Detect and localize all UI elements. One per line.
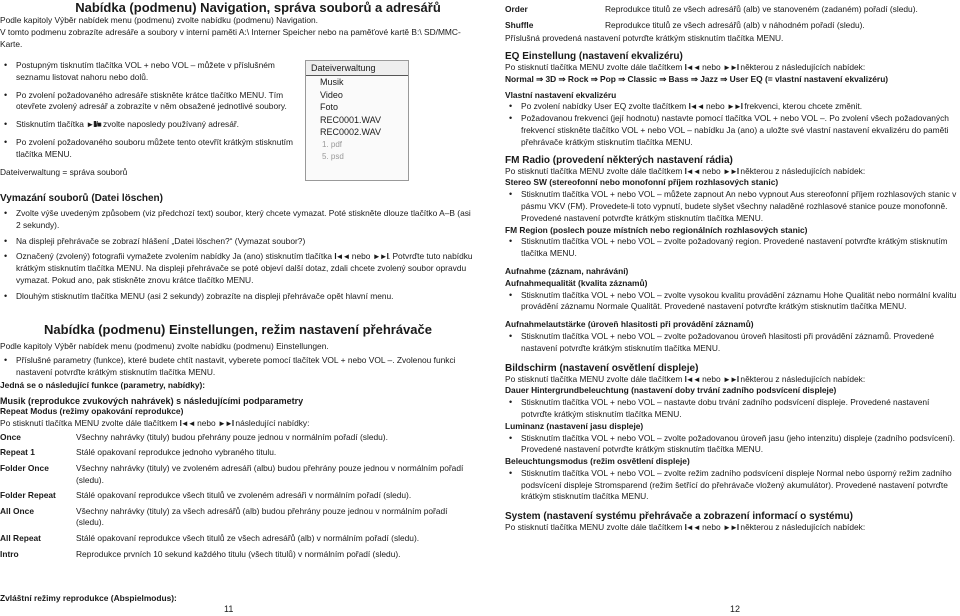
system-heading: System (nastavení systému přehrávače a zobrazení informací o systému) [505,511,853,523]
list-item: • Stisknutím tlačítka VOL + nebo VOL – zvolte režim zadního podsvícení displeje Normal nebo úsporný režim zadního podsvícení displeje Stromsparend (režim šetřící do přehrávače vložený akumulátor). Provedené nastavení potvrďte krátkým stisknutím tlačítka MENU. [505,468,957,503]
stereo-bullets [505,189,957,224]
rec-quality-bullets [505,290,957,314]
screen-item: REC0001.WAV [320,114,382,125]
screen-item: REC0002.WAV [320,127,382,137]
list-item-text: nebo [351,251,371,262]
einstellungen-intro: Podle kapitoly Výběr nabídek menu (podmenu) zvolte nabídku (podmenu) Einstellungen. [0,341,329,351]
screen-item: Video [320,89,343,100]
lighting-mode-heading: Beleuchtungsmodus (režim osvětlení displeje) [505,456,690,467]
text: Po stisknutí tlačítka MENU zvolte dále tlačítkem [505,165,683,176]
table-row [0,488,476,504]
mode-desc: Reprodukce titulů ze všech adresářů (alb) ve stanoveném (zadaném) pořadí (sledu). [605,4,918,14]
table-row [505,18,918,34]
mode-name: Shuffle [505,19,534,30]
next-icon: ►►I [723,374,739,384]
delete-bullets [0,208,476,303]
list-item: • Po zvolení požadovaného adresáře stiskněte krátce tlačítko MENU. Tím otevřete zvolený adresář a zobrazíte v něm obsažené jednotlivé soubory. [0,90,300,114]
list-item [0,251,476,286]
page-number: 11 [224,604,234,614]
musik-heading: Musik (reprodukce zvukových nahrávek) s následujícími podparametry [0,396,304,407]
mode-name: Order [505,4,528,14]
intro-paragraph-2: V tomto podmenu zobrazíte adresáře a soubory v interní paměti A:\ Interner Speicher nebo na paměťové kartě B:\ SD/MMC-Karte. [0,26,461,49]
previous-icon: I◄◄ [684,523,700,533]
list-item-text: frekvenci, kterou chcete změnit. [744,101,863,112]
rec-volume-heading: Aufnahmelautstärke (úroveň hlasitosti při provádění záznamů) [505,319,754,330]
heading-einstellungen: Nabídka (podmenu) Einstellungen, režim nastavení přehrávače [44,322,432,337]
previous-icon: I◄◄ [334,252,350,262]
eq-heading: EQ Einstellung (nastavení ekvalizéru) [505,50,683,62]
text: nebo [197,417,216,428]
backlight-bullets [505,397,957,421]
table-row [0,430,476,446]
text: následující nabídky: [235,417,310,428]
eq-intro [505,62,957,74]
mode-name: Folder Repeat [0,490,56,501]
mode-name: Once [0,431,21,442]
next-icon: ►►I [726,102,742,112]
text: Po stisknutí tlačítka MENU zvolte dále tlačítkem [505,373,683,384]
mode-desc: Stálé opakovaní reprodukce všech titulů ze všech adresářů (alb) v normálním pořadí (sledu). [76,532,420,543]
user-eq-heading: Vlastní nastavení ekvalizéru [505,89,617,100]
list-item: • Stisknutím tlačítka VOL + nebo VOL – nastavte dobu trvání zadního podsvícení displeje. Provedené nastavení potvrďte krátkým stisknutím tlačítka MENU. [505,397,957,421]
repeat-heading: Repeat Modus (režimy opakování reprodukce) [0,406,184,417]
page-number: 12 [730,604,741,614]
stereo-heading: Stereo SW (stereofonní nebo monofonní příjem rozhlasových stanic) [505,177,779,188]
dateiverwaltung-note: Dateiverwaltung = správa souborů [0,166,128,177]
list-item-text: zvolte naposledy používaný adresář. [103,119,239,130]
recording-heading: Aufnahme (záznam, nahrávání) [505,265,629,276]
order-modes-table [505,2,918,33]
screen-item: Musik [320,77,344,87]
player-screen [305,60,409,181]
table-row [0,445,476,461]
heading-navigation: Nabídka (podmenu) Navigation, správa souborů a adresářů [75,0,441,15]
text: některou z následujících nabídek: [740,522,866,533]
mode-name: Folder Once [0,462,49,473]
previous-icon: I◄◄ [684,166,700,176]
heading-delete: Vymazání souborů (Datei löschen) [0,193,163,204]
luminance-bullets [505,433,957,457]
text: některou z následujících nabídek: [740,165,866,176]
list-item: • Stisknutím tlačítka VOL + nebo VOL – zvolte požadovanou úroveň hlasitosti při provádění záznamů. Provedené nastavení potvrďte krátkým stisknutím tlačítka MENU. [505,331,957,355]
lighting-mode-bullets [505,468,957,503]
play-pause-icon: ►II/■ [86,120,101,130]
backlight-heading: Dauer Hintergrundbeleuchtung (nastavení doby trvání zadního podsvícení displeje) [505,385,837,396]
text: Po stisknutí tlačítka MENU zvolte dále tlačítkem [505,61,683,72]
screen-title: Dateiverwaltung [306,61,408,76]
screen-item-faded: 1. pdf [322,139,343,149]
previous-icon: I◄◄ [688,102,704,112]
table-row [0,504,476,531]
list-item: • Stisknutím tlačítka VOL + nebo VOL – zvolte požadovanou úroveň jasu (jeho intenzitu) displeje (zadního podsvícení). Provedené nastavení potvrďte krátkým stisknutím tlačítka MENU. [505,433,957,457]
previous-icon: I◄◄ [179,418,195,428]
table-row [0,531,476,547]
navigation-bullets [0,60,300,161]
list-item-text: Po zvolení nabídky User EQ zvolte tlačítkem [521,101,687,112]
list-item: • Dlouhým stisknutím tlačítka MENU (asi 2 sekundy) zobrazíte na displeji přehrávače opět hlavní menu. [0,291,476,303]
mode-desc: Stálé opakovaní reprodukce všech titulů ve zvoleném adresáři v normálním pořadí (sledu). [76,490,412,501]
mode-desc: Všechny nahrávky (tituly) ve zvoleném adresáři (albu) budou přehrány pouze jednou v normálním pořadí (sledu). [76,462,464,485]
fm-region-bullets [505,236,957,260]
list-item: • Na displeji přehrávače se zobrazí hlášení „Datei löschen?“ (Vymazat soubor?) [0,236,476,248]
list-item: • Po zvolení požadovaného souboru můžete tento otevřít krátkým stisknutím tlačítka MENU. [0,137,300,161]
next-icon: ►►I [723,62,739,72]
text: Po stisknutí tlačítka MENU zvolte dále tlačítkem [0,417,178,428]
list-item: • Stisknutím tlačítka VOL + nebo VOL – zvolte vysokou kvalitu provádění záznamu Hohe Qualität nebo normální kvalitu provádění záznamu Normale Qualität. Provedené nastavení potvrďte krátkým stisknutím tlačítka MENU. [505,290,957,314]
previous-icon: I◄◄ [684,62,700,72]
next-icon: ►►I [723,166,739,176]
mode-desc: Reprodukce prvních 10 sekund každého titulu (všech titulů) v normálním pořadí (sledu). [76,548,401,559]
mode-name: Intro [0,548,19,559]
list-item-text: nebo [705,101,725,112]
text: nebo [702,522,721,533]
mode-name: Repeat 1 [0,447,35,458]
display-heading: Bildschirm (nastavení osvětlení displeje) [505,362,699,374]
list-item-text: . Potvrďte tuto nabídku krátkým stisknutím tlačítka MENU. Na displeji přehrávače se poté objeví další dotaz, zdali chcete zvolený soubor opravdu vymazat. Pokud ano, pak stiskněte znovu krátce tlačítko MENU. [16,251,473,285]
display-intro [505,374,957,386]
params-heading: Jedná se o následující funkce (parametry, nabídky): [0,380,206,391]
mode-desc: Stálé opakovaní reprodukce jednoho vybraného titulu. [76,447,277,458]
list-item: • Příslušné parametry (funkce), které budete chtít nastavit, vyberete pomocí tlačítek VOL + nebo VOL –. Zvolenou funkci nastavení potvrďte krátkým stisknutím tlačítka MENU. [0,355,476,379]
list-item: • Postupným tisknutím tlačítka VOL + nebo VOL – můžete v příslušném seznamu listovat nahoru nebo dolů. [0,60,300,84]
text: nebo [702,165,721,176]
rec-quality-heading: Aufnahmequalität (kvalita záznamů) [505,277,648,288]
right-page [505,0,957,614]
next-icon: ►►I [372,252,388,262]
fm-region-heading: FM Region (poslech pouze místních nebo regionálních rozhlasových stanic) [505,224,808,235]
rec-volume-bullets [505,331,957,355]
mode-name: All Once [0,505,34,516]
fm-heading: FM Radio (provedení některých nastavení rádia) [505,154,733,166]
list-item-text: Označený (zvolený) fotografii vymažete zvolením nabídky Ja (ano) stisknutím tlačítka [16,251,333,262]
luminance-heading: Luminanz (nastavení jasu displeje) [505,420,644,431]
fm-intro [505,166,957,178]
list-item: • Zvolte výše uvedeným způsobem (viz předchozí text) soubor, který chcete vymazat. Poté stiskněte dlouze tlačítko A–B (asi 2 sekundy). [0,208,476,232]
list-item [0,119,300,131]
list-item: • Stisknutím tlačítka VOL + nebo VOL – můžete zapnout An nebo vypnout Aus stereofonní příjem rozhlasových stanic v pásmu VKV (FM). Provedete-li toto vypnutí, budete slyšet všechny naladěné rozhlasové stanice pouze monofonně. Provedené nastavení potvrďte krátkým stisknutím tlačítka MENU. [505,189,957,224]
text: některou z následujících nabídek: [740,373,866,384]
next-icon: ►►I [723,523,739,533]
text: nebo [702,373,721,384]
orders-confirm: Příslušná provedená nastavení potvrďte krátkým stisknutím tlačítka MENU. [505,33,784,44]
next-icon: ►►I [218,418,234,428]
list-item [505,101,957,113]
mode-desc: Reprodukce titulů ze všech adresářů (alb) v náhodném pořadí (sledu). [605,19,865,30]
list-item: • Stisknutím tlačítka VOL + nebo VOL – zvolte požadovaný region. Provedené nastavení potvrďte krátkým stisknutím tlačítka MENU. [505,236,957,260]
system-intro [505,522,957,534]
table-row [0,547,476,563]
einstellungen-bullets [0,355,476,379]
intro-paragraph-1: Podle kapitoly Výběr nabídek menu (podmenu) zvolte nabídku (podmenu) Navigation. [0,15,318,25]
list-item: • Požadovanou frekvenci (její hodnotu) nastavte pomocí tlačítka VOL + nebo VOL –. Po zvolení všech požadovaných frekvencí stiskněte tlačítko VOL + nebo VOL – nabídku Ja (ano) a uložte své vlastní nastavení ekvalizéru do paměti přehrávače krátkým stisknutím tlačítka MENU. [505,113,957,148]
list-item-text: Stisknutím tlačítka [16,119,84,130]
repeat-modes-table [0,430,476,562]
text: nebo [702,61,721,72]
screen-item-faded: 5. psd [322,152,344,161]
screen-item: Foto [320,102,339,112]
text: Po stisknutí tlačítka MENU zvolte dále tlačítkem [505,522,683,533]
table-row [0,461,476,488]
special-modes-heading: Zvláštní režimy reprodukce (Abspielmodus): [0,593,177,603]
previous-icon: I◄◄ [684,374,700,384]
user-eq-bullets [505,101,957,148]
mode-desc: Všechny nahrávky (tituly) budou přehrány pouze jednou v normálním pořadí (sledu). [76,431,388,442]
table-row [505,2,918,18]
text: některou z následujících nabídek: [740,61,866,72]
mode-name: All Repeat [0,532,41,543]
mode-desc: Všechny nahrávky (tituly) za všech adresářů (alb) budou přehrány pouze jednou v normálním pořadí (sledu). [76,505,448,528]
repeat-intro [0,418,476,430]
eq-modes: Normal ⇒ 3D ⇒ Rock ⇒ Pop ⇒ Classic ⇒ Bass ⇒ Jazz ⇒ User EQ (= vlastní nastavení ekvalizéru) [505,73,889,84]
